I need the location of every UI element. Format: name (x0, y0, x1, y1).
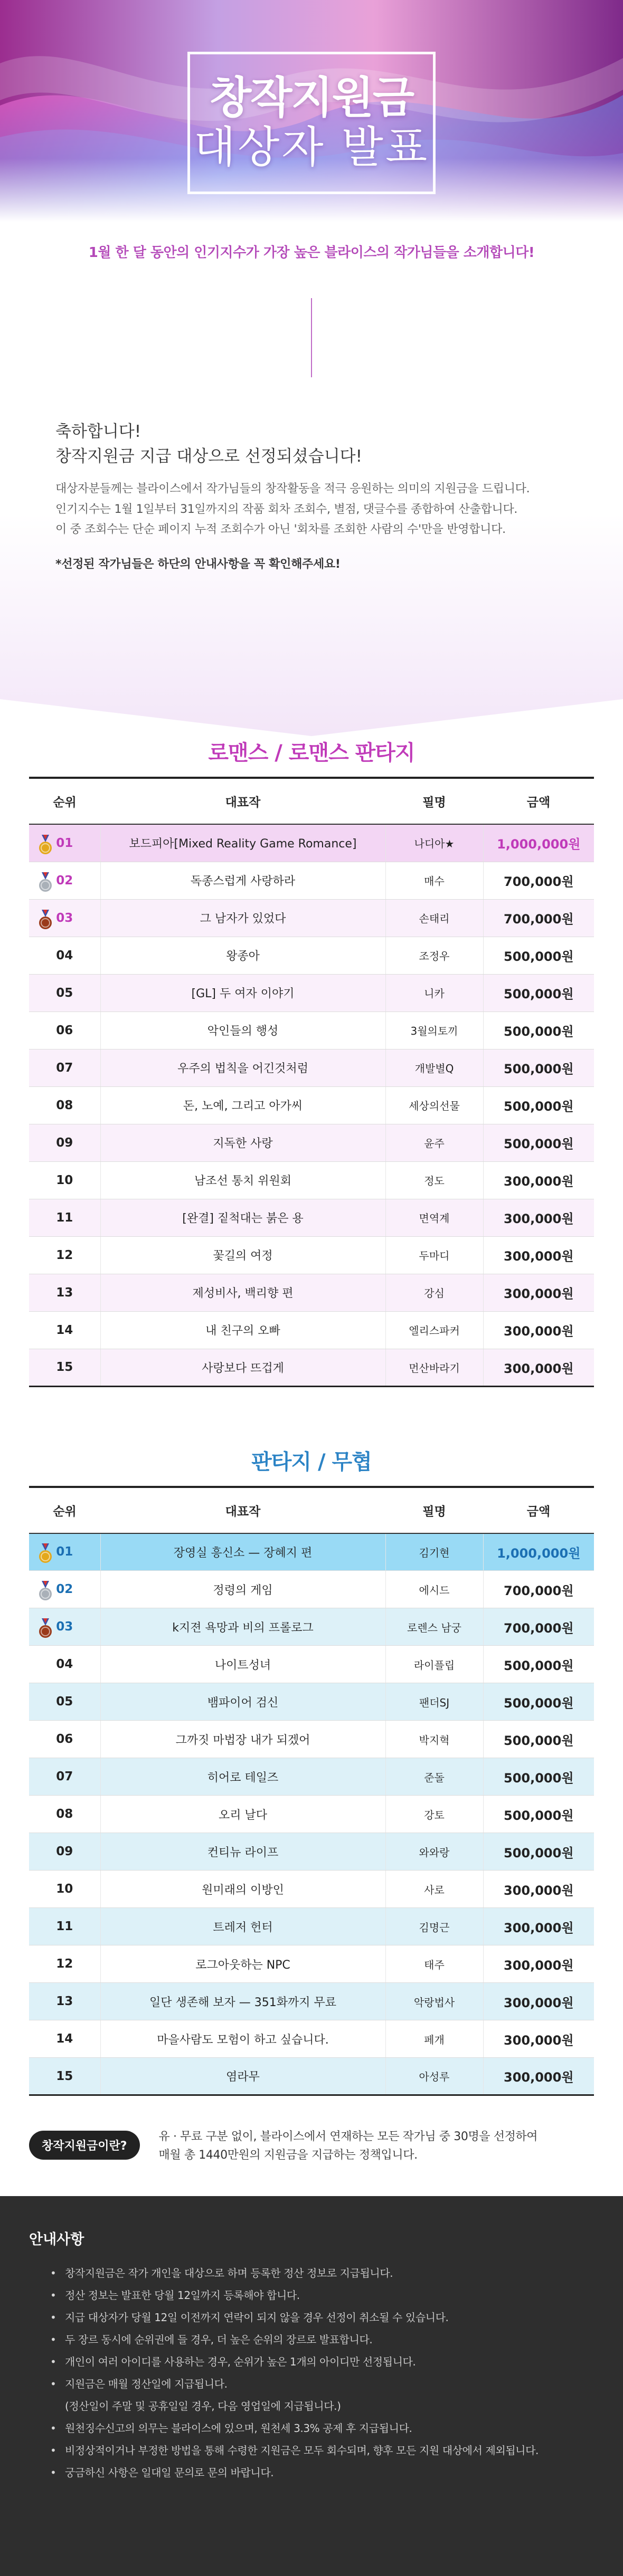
work-cell: 독종스럽게 사랑하라 (100, 862, 385, 899)
work-cell: 컨티뉴 라이프 (100, 1833, 385, 1871)
table-row (29, 824, 594, 862)
table-row (29, 974, 594, 1012)
info-badge: 창작지원금이란? (29, 2131, 140, 2160)
work-cell: 우주의 법칙을 어긴것처럼 (100, 1049, 385, 1086)
rank-cell (29, 1796, 100, 1833)
amount-cell: 300,000원 (483, 1236, 594, 1274)
table-row (29, 1349, 594, 1386)
amount-cell: 700,000원 (483, 1608, 594, 1646)
amount-cell: 500,000원 (483, 1124, 594, 1161)
romance-title: 로맨스 / 로맨스 판타지 (208, 741, 415, 765)
rank-cell (29, 862, 100, 899)
hero-banner (0, 0, 623, 222)
rank-value: 07 (56, 1770, 73, 1783)
rank-value: 10 (56, 1173, 73, 1187)
notice-item: • 지원금은 매월 정산일에 지급됩니다. (50, 2373, 594, 2395)
col-header-amount: 금액 (483, 1487, 594, 1533)
desc-line: 대상자분들께는 블라이스에서 작가님들의 창작활동을 적극 응원하는 의미의 지원금을 드립니다. (55, 482, 530, 495)
rank-value: 10 (56, 1882, 73, 1896)
table-row (29, 1983, 594, 2020)
romance-table (29, 777, 594, 1387)
intro-note: *선정된 작가님들은 하단의 안내사항을 꼭 확인해주세요! (55, 557, 341, 571)
author-cell: 박지혁 (385, 1721, 483, 1758)
amount-cell: 500,000원 (483, 1721, 594, 1758)
author-cell: 에시드 (385, 1571, 483, 1608)
work-cell: 내 친구의 오빠 (100, 1311, 385, 1349)
gold-medal-icon (39, 1543, 52, 1564)
amount-cell: 300,000원 (483, 2020, 594, 2058)
author-cell: 김기현 (385, 1533, 483, 1571)
amount-cell: 500,000원 (483, 1049, 594, 1086)
notice-item-continuation: (정산일이 주말 및 공휴일일 경우, 다음 영업일에 지급됩니다.) (65, 2400, 341, 2413)
silver-medal-icon (39, 872, 52, 893)
table-row (29, 1945, 594, 1983)
work-cell: 정령의 게임 (100, 1571, 385, 1608)
col-header-rank: 순위 (29, 778, 100, 824)
author-cell: 3월의토끼 (385, 1012, 483, 1049)
rank-value: 01 (56, 836, 73, 850)
notice-item: • 개인이 여러 아이디를 사용하는 경우, 순위가 높은 1개의 아이디만 선정됩니다. (50, 2351, 594, 2373)
notice-section (0, 2196, 623, 2576)
work-cell: 원미래의 이방인 (100, 1871, 385, 1908)
table-row (29, 1796, 594, 1833)
col-header-rank: 순위 (29, 1487, 100, 1533)
author-cell: 손태리 (385, 899, 483, 937)
rank-value: 05 (56, 1695, 73, 1709)
notice-item: • 지급 대상자가 당월 12일 이전까지 연락이 되지 않을 경우 선정이 취소될 수 있습니다. (50, 2306, 594, 2329)
work-cell: [완결] 짙척대는 붉은 용 (100, 1199, 385, 1236)
table-row (29, 937, 594, 974)
table-row (29, 2020, 594, 2058)
amount-cell: 700,000원 (483, 1571, 594, 1608)
work-cell: 뱀파이어 검신 (100, 1683, 385, 1721)
notice-item: • 비정상적이거나 부정한 방법을 통해 수령한 지원금은 모두 회수되며, 향후 모든 지원 대상에서 제외됩니다. (50, 2439, 594, 2461)
table-row (29, 1274, 594, 1311)
intro-section (0, 377, 623, 736)
amount-cell: 700,000원 (483, 862, 594, 899)
rank-value: 09 (56, 1845, 73, 1858)
rank-cell (29, 1199, 100, 1236)
amount-cell: 500,000원 (483, 1086, 594, 1124)
table-row (29, 1086, 594, 1124)
amount-cell: 1,000,000원 (483, 1533, 594, 1571)
notice-item: • 원천징수신고의 의무는 블라이스에 있으며, 원천세 3.3% 공제 후 지급됩니다. (50, 2417, 594, 2439)
rank-cell (29, 1758, 100, 1796)
work-cell: 장영실 흥신소 — 장혜지 편 (100, 1533, 385, 1571)
author-cell: 조정우 (385, 937, 483, 974)
col-header-amount: 금액 (483, 778, 594, 824)
author-cell: 강심 (385, 1274, 483, 1311)
table-row (29, 1683, 594, 1721)
col-header-author: 필명 (385, 778, 483, 824)
bronze-medal-icon (39, 910, 52, 931)
col-header-work: 대표작 (100, 778, 385, 824)
author-cell: 와와랑 (385, 1833, 483, 1871)
table-row (29, 1236, 594, 1274)
author-cell: 사로 (385, 1871, 483, 1908)
work-cell: 로그아웃하는 NPC (100, 1945, 385, 1983)
author-cell: 두마디 (385, 1236, 483, 1274)
congrats-subheading: 창작지원금 지급 대상으로 선정되셨습니다! (55, 446, 363, 466)
rank-cell (29, 1161, 100, 1199)
table-row (29, 1012, 594, 1049)
notice-item: • 정산 정보는 발표한 당월 12일까지 등록해야 합니다. (50, 2284, 594, 2306)
work-cell: 나이트성녀 (100, 1646, 385, 1683)
rank-cell (29, 1908, 100, 1945)
table-row (29, 1124, 594, 1161)
rank-cell (29, 1608, 100, 1646)
hero-title-line1: 창작지원금 (209, 72, 414, 123)
rank-value: 09 (56, 1136, 73, 1150)
amount-cell: 700,000원 (483, 899, 594, 937)
amount-cell: 300,000원 (483, 1274, 594, 1311)
amount-cell: 500,000원 (483, 1646, 594, 1683)
author-cell: 준돌 (385, 1758, 483, 1796)
notice-item: • 궁금하신 사항은 일대일 문의로 문의 바랍니다. (50, 2461, 594, 2484)
info-text (159, 2127, 538, 2164)
author-cell: 강토 (385, 1796, 483, 1833)
author-cell: 김명근 (385, 1908, 483, 1945)
rank-value: 12 (56, 1957, 73, 1971)
work-cell: 지독한 사랑 (100, 1124, 385, 1161)
work-cell: k지젼 욕망과 비의 프롤로그 (100, 1608, 385, 1646)
work-cell: 마을사람도 모험이 하고 싶습니다. (100, 2020, 385, 2058)
rank-value: 08 (56, 1098, 73, 1112)
work-cell: [GL] 두 여자 이야기 (100, 974, 385, 1012)
rank-value: 14 (56, 2032, 73, 2046)
work-cell: 제성비사, 백리향 편 (100, 1274, 385, 1311)
work-cell: 꽃길의 여정 (100, 1236, 385, 1274)
author-cell: 개발별Q (385, 1049, 483, 1086)
author-cell: 팬더SJ (385, 1683, 483, 1721)
author-cell: 악랑법사 (385, 1983, 483, 2020)
rank-cell (29, 937, 100, 974)
rank-value: 03 (56, 1620, 73, 1634)
table-row (29, 1608, 594, 1646)
rank-cell (29, 1871, 100, 1908)
rank-value: 01 (56, 1545, 73, 1559)
info-line: 매월 총 1440만원의 지원금을 지급하는 정책입니다. (158, 2149, 418, 2162)
amount-cell: 500,000원 (483, 1758, 594, 1796)
work-cell: 보드피아[Mixed Reality Game Romance] (100, 824, 385, 862)
fantasy-table (29, 1486, 594, 2096)
table-row (29, 1199, 594, 1236)
vertical-divider (311, 298, 312, 377)
rank-cell (29, 1983, 100, 2020)
rank-value: 02 (56, 1582, 73, 1596)
rank-cell (29, 1012, 100, 1049)
rank-value: 06 (56, 1023, 73, 1037)
fantasy-section (0, 1445, 623, 2096)
amount-cell: 300,000원 (483, 2058, 594, 2095)
rank-cell (29, 1533, 100, 1571)
rank-value: 15 (56, 1360, 73, 1374)
rank-cell (29, 1683, 100, 1721)
gold-medal-icon (39, 835, 52, 856)
rank-cell (29, 1349, 100, 1386)
work-cell: 일단 생존해 보자 — 351화까지 무료 (100, 1983, 385, 2020)
rank-value: 14 (56, 1323, 73, 1337)
rank-value: 02 (56, 873, 73, 888)
notice-item: • 두 장르 동시에 순위권에 들 경우, 더 높은 순위의 장르로 발표합니다. (50, 2329, 594, 2351)
rank-value: 04 (56, 948, 73, 962)
hero-title-line2: 대상자 발표 (193, 122, 430, 173)
rank-value: 07 (56, 1061, 73, 1075)
support-info (0, 2127, 623, 2164)
rank-value: 11 (56, 1210, 73, 1225)
author-cell: 태주 (385, 1945, 483, 1983)
notice-title: 안내사항 (29, 2231, 84, 2248)
rank-value: 13 (56, 1995, 73, 2008)
rank-value: 03 (56, 911, 73, 925)
amount-cell: 500,000원 (483, 1796, 594, 1833)
amount-cell: 300,000원 (483, 1983, 594, 2020)
rank-cell (29, 1945, 100, 1983)
table-row (29, 1311, 594, 1349)
rank-cell (29, 824, 100, 862)
rank-cell (29, 1049, 100, 1086)
work-cell: 그 남자가 있었다 (100, 899, 385, 937)
amount-cell: 300,000원 (483, 1945, 594, 1983)
table-row (29, 862, 594, 899)
author-cell: 윤주 (385, 1124, 483, 1161)
info-line: 유 · 무료 구분 없이, 블라이스에서 연재하는 모든 작가님 중 30명을 선정하여 (158, 2130, 538, 2143)
rank-cell (29, 974, 100, 1012)
desc-line: 인기지수는 1월 1일부터 31일까지의 작품 회차 조회수, 별점, 댓글수를 종합하여 산출합니다. (55, 502, 518, 516)
rank-cell (29, 1274, 100, 1311)
table-row (29, 899, 594, 937)
work-cell: 히어로 테일즈 (100, 1758, 385, 1796)
amount-cell: 300,000원 (483, 1161, 594, 1199)
author-cell: 라이플립 (385, 1646, 483, 1683)
work-cell: 오리 날다 (100, 1796, 385, 1833)
fantasy-title: 판타지 / 무협 (251, 1449, 372, 1474)
rank-cell (29, 1833, 100, 1871)
author-cell: 아성루 (385, 2058, 483, 2095)
rank-cell (29, 899, 100, 937)
author-cell: 매수 (385, 862, 483, 899)
author-cell: 면역계 (385, 1199, 483, 1236)
rank-cell (29, 1646, 100, 1683)
table-row (29, 1833, 594, 1871)
amount-cell: 500,000원 (483, 1012, 594, 1049)
table-row (29, 2058, 594, 2095)
table-row (29, 1871, 594, 1908)
work-cell: 그까짓 마법장 내가 되겠어 (100, 1721, 385, 1758)
col-header-work: 대표작 (100, 1487, 385, 1533)
table-row (29, 1533, 594, 1571)
work-cell: 돈, 노예, 그리고 아가씨 (100, 1086, 385, 1124)
amount-cell: 1,000,000원 (483, 824, 594, 862)
amount-cell: 300,000원 (483, 1349, 594, 1386)
amount-cell: 500,000원 (483, 974, 594, 1012)
rank-cell (29, 2058, 100, 2095)
hero-subtitle: 1월 한 달 동안의 인기지수가 가장 높은 블라이스의 작가님들을 소개합니다! (88, 245, 535, 261)
table-row (29, 1721, 594, 1758)
work-cell: 악인들의 행성 (100, 1012, 385, 1049)
rank-value: 04 (56, 1657, 73, 1671)
table-row (29, 1161, 594, 1199)
rank-value: 05 (56, 986, 73, 1000)
rank-value: 06 (56, 1732, 73, 1746)
table-row (29, 1908, 594, 1945)
desc-line: 이 중 조회수는 단순 페이지 누적 조회수가 아닌 '회차를 조회한 사람의 수'만을 반영합니다. (55, 523, 506, 536)
congrats-heading: 축하합니다! (55, 422, 141, 441)
work-cell: 트레저 헌터 (100, 1908, 385, 1945)
amount-cell: 300,000원 (483, 1908, 594, 1945)
amount-cell: 500,000원 (483, 937, 594, 974)
rank-value: 15 (56, 2069, 73, 2083)
author-cell: 로렌스 남궁 (385, 1608, 483, 1646)
author-cell: 엘리스파커 (385, 1311, 483, 1349)
amount-cell: 500,000원 (483, 1683, 594, 1721)
author-cell: 정도 (385, 1161, 483, 1199)
table-row (29, 1049, 594, 1086)
rank-cell (29, 1124, 100, 1161)
amount-cell: 300,000원 (483, 1871, 594, 1908)
amount-cell: 500,000원 (483, 1833, 594, 1871)
work-cell: 염라무 (100, 2058, 385, 2095)
author-cell: 세상의선물 (385, 1086, 483, 1124)
rank-value: 13 (56, 1285, 73, 1300)
table-row (29, 1758, 594, 1796)
rank-value: 08 (56, 1807, 73, 1821)
col-header-author: 필명 (385, 1487, 483, 1533)
intro-description (55, 479, 568, 540)
author-cell: 먼산바라기 (385, 1349, 483, 1386)
author-cell: 나디아★ (385, 824, 483, 862)
rank-value: 11 (56, 1920, 73, 1933)
amount-cell: 300,000원 (483, 1311, 594, 1349)
work-cell: 남조선 통치 위원회 (100, 1161, 385, 1199)
bronze-medal-icon (39, 1618, 52, 1639)
rank-cell (29, 1721, 100, 1758)
notice-item: • 창작지원금은 작가 개인을 대상으로 하며 등록한 정산 정보로 지급됩니다. (50, 2262, 594, 2284)
rank-cell (29, 2020, 100, 2058)
table-row (29, 1571, 594, 1608)
table-row (29, 1646, 594, 1683)
amount-cell: 300,000원 (483, 1199, 594, 1236)
rank-cell (29, 1086, 100, 1124)
rank-cell (29, 1311, 100, 1349)
author-cell: 페개 (385, 2020, 483, 2058)
romance-section (0, 736, 623, 1387)
silver-medal-icon (39, 1581, 52, 1602)
rank-cell (29, 1571, 100, 1608)
notice-list (29, 2262, 594, 2484)
title-frame (187, 52, 436, 194)
author-cell: 니카 (385, 974, 483, 1012)
work-cell: 사랑보다 뜨겁게 (100, 1349, 385, 1386)
rank-cell (29, 1236, 100, 1274)
rank-value: 12 (56, 1248, 73, 1262)
work-cell: 왕종아 (100, 937, 385, 974)
